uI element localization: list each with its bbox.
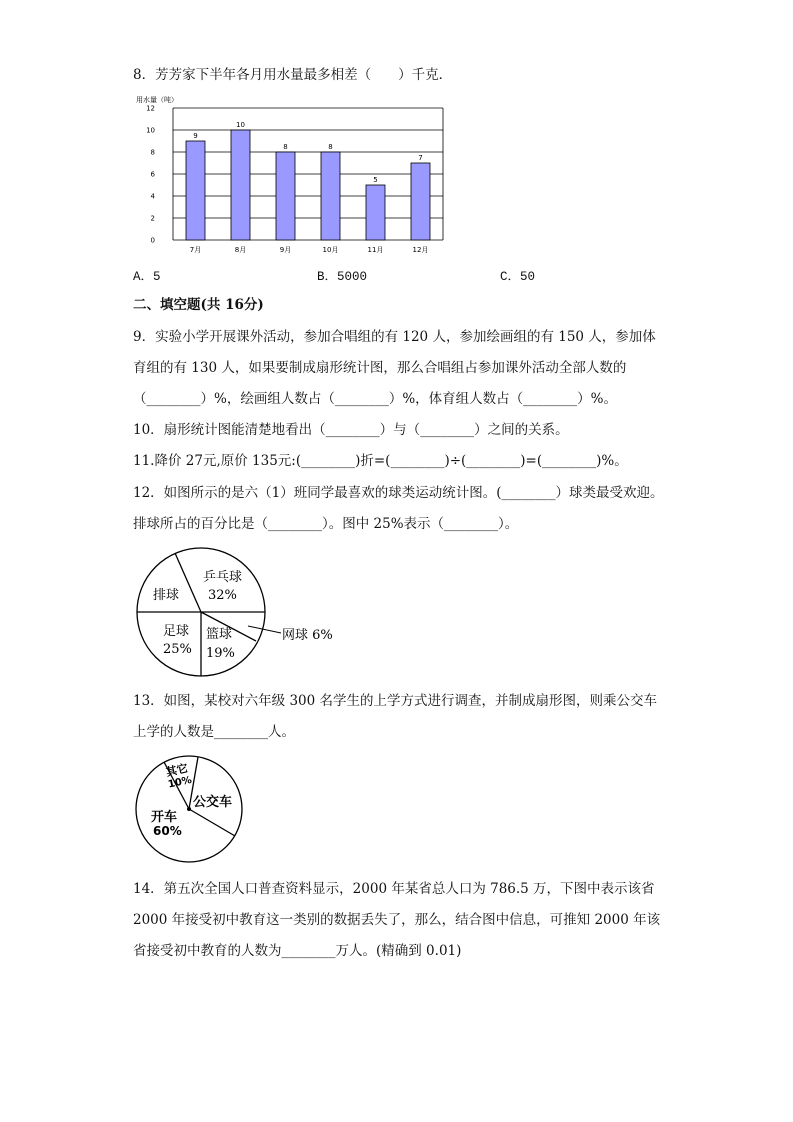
chart-bars	[186, 130, 430, 240]
pie-label-football: 足球	[163, 624, 190, 639]
pie-label-car: 开车	[151, 810, 178, 825]
q8-choice-c[interactable]: C．50	[500, 270, 536, 284]
data-label: 5	[373, 176, 378, 184]
water-usage-bar-chart	[128, 90, 458, 260]
q8-choice-b[interactable]: B．5000	[317, 270, 368, 284]
pie-label-volleyball: 排球	[153, 588, 180, 603]
x-tick-label: 11月	[367, 246, 384, 254]
y-tick-label: 2	[150, 214, 155, 223]
ball-sports-pie-chart	[135, 544, 365, 684]
q9-line2: 育组的有 130 人，如果要制成扇形统计图，那么合唱组占参加课外活动全部人数的	[133, 360, 627, 376]
q13-line2: 上学的人数是________人。	[133, 724, 295, 740]
y-tick-label: 10	[146, 126, 155, 135]
chart-ylabel: 用水量（吨）	[136, 96, 178, 104]
pie-label-pingpong: 乒乓球	[203, 570, 243, 585]
y-tick-label: 8	[150, 148, 155, 157]
bar	[276, 152, 295, 240]
pie-center	[187, 807, 191, 811]
q9-line3: （________）%，绘画组人数占（________）%，体育组人数占（________）%。	[133, 391, 617, 407]
pie-label-tennis: 网球 6%	[282, 628, 333, 643]
pie-label-other-pct: 10%	[167, 774, 193, 791]
pie-label-football-pct: 25%	[163, 642, 192, 657]
q9-line1: 9．实验小学开展课外活动，参加合唱组的有 120 人，参加绘画组的有 150 人，参加体	[133, 329, 656, 345]
q12-line2: 排球所占的百分比是（________）。图中 25%表示（________）。	[133, 516, 519, 532]
q13-line1: 13．如图，某校对六年级 300 名学生的上学方式进行调查，并制成扇形图，则乘公交车	[133, 693, 658, 709]
x-tick-label: 7月	[189, 246, 202, 254]
y-tick-label: 4	[150, 192, 155, 201]
pie-label-basketball-pct: 19%	[206, 646, 235, 661]
data-label: 7	[418, 154, 423, 162]
data-label: 8	[283, 143, 288, 151]
q8-text: 8．芳芳家下半年各月用水量最多相差（ ）千克．	[133, 67, 453, 83]
data-label: 10	[236, 121, 245, 129]
transport-pie-chart	[132, 752, 262, 872]
q11-text: 11.降价 27元,原价 135元:(________)折=(________)÷(________)=(________)%。	[133, 453, 628, 469]
data-label: 9	[193, 132, 198, 140]
x-tick-label: 9月	[279, 246, 292, 254]
q12-line1: 12．如图所示的是六（1）班同学最喜欢的球类运动统计图。(________）球类最受欢迎。	[133, 485, 664, 501]
bar	[231, 130, 250, 240]
bar	[411, 163, 430, 240]
section-title: 二、填空题(共 16分)	[133, 297, 264, 313]
y-tick-label: 0	[150, 236, 155, 245]
chart-data-labels	[193, 121, 422, 184]
data-label: 8	[328, 143, 333, 151]
bar	[186, 141, 205, 240]
q14-line1: 14．第五次全国人口普查资料显示，2000 年某省总人口为 786.5 万，下图中表示该省	[133, 881, 655, 897]
pie-label-bus: 公交车	[193, 795, 233, 810]
bar	[321, 152, 340, 240]
x-tick-label: 10月	[322, 246, 339, 254]
chart-y-ticks	[146, 105, 155, 245]
chart-grid	[173, 108, 443, 240]
x-tick-label: 8月	[234, 246, 247, 254]
q10-text: 10．扇形统计图能清楚地看出（________）与（________）之间的关系。	[133, 422, 569, 438]
pie-label-basketball: 篮球	[206, 627, 233, 642]
x-tick-label: 12月	[412, 246, 429, 254]
y-tick-label: 6	[150, 170, 155, 179]
pie-label-pingpong-pct: 32%	[208, 588, 237, 603]
q14-line2: 2000 年接受初中教育这一类别的数据丢失了，那么，结合图中信息，可推知 2000 年该	[133, 912, 661, 928]
bar	[366, 185, 385, 240]
q8-choice-a[interactable]: A．5	[133, 270, 161, 284]
pie-label-car-pct: 60%	[153, 824, 182, 838]
pie-label-other: 其它	[164, 761, 189, 779]
q14-line3: 省接受初中教育的人数为________万人。(精确到 0.01)	[133, 943, 462, 959]
y-tick-label: 12	[146, 104, 155, 113]
chart-x-ticks	[190, 246, 429, 254]
